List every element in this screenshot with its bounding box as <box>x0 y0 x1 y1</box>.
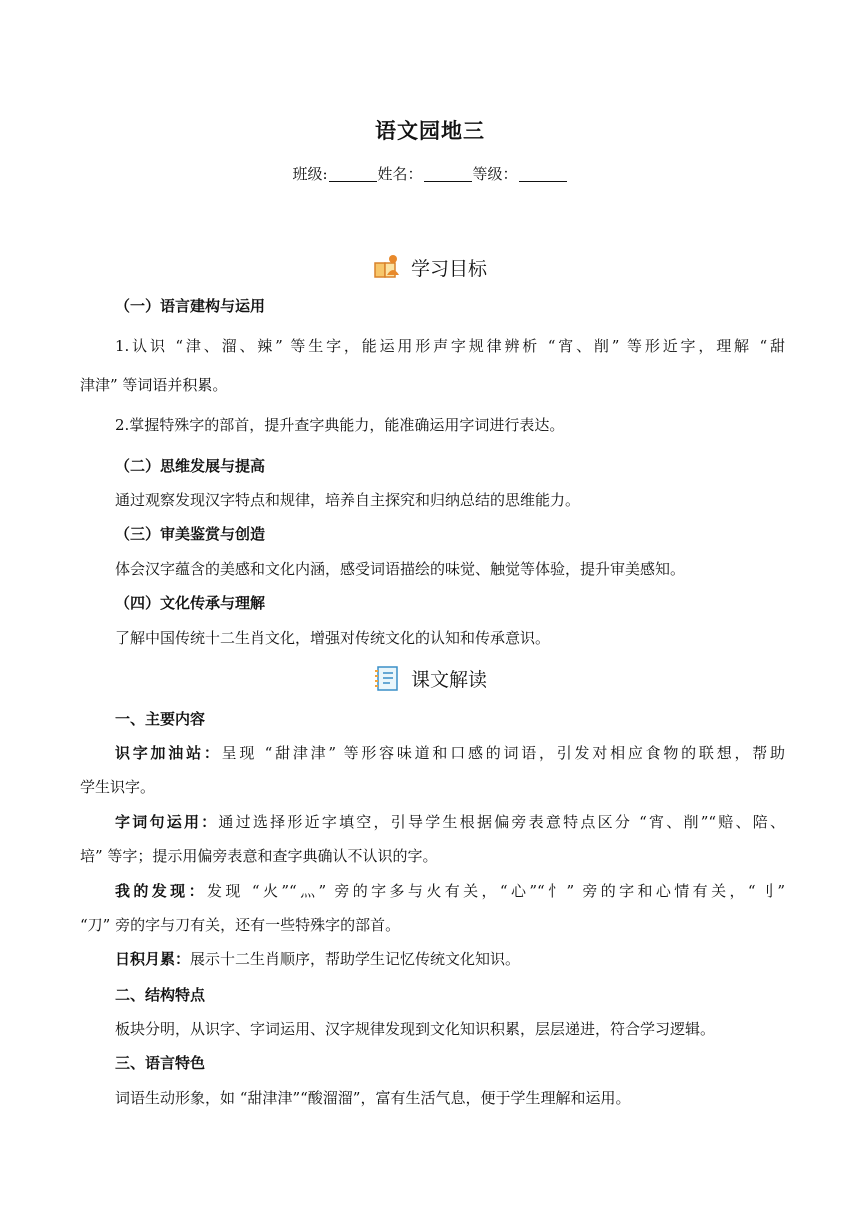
student-info-line <box>0 163 860 184</box>
reading-p4-keyword: 日积月累： <box>115 950 191 968</box>
reading-p1-text-a: 呈现 “甜津津” 等形容味道和口感的词语，引发对相应食物的联想，帮助 <box>221 744 785 762</box>
objectives-heading <box>0 253 860 281</box>
class-blank <box>329 166 377 182</box>
reading-person-icon <box>373 253 401 281</box>
objective-4-title: （四）文化传承与理解 <box>115 594 266 612</box>
reading-heading-text: 课文解读 <box>410 669 487 691</box>
objective-1-item-1-line-2: 津津” 等词语并积累。 <box>80 376 228 394</box>
objective-3-text: 体会汉字蕴含的美感和文化内涵，感受词语描绘的味觉、触觉等体验，提升审美感知。 <box>115 560 686 578</box>
reading-p4-text: 展示十二生肖顺序，帮助学生记忆传统文化知识。 <box>190 950 521 968</box>
reading-p6: 词语生动形象，如 “甜津津”“酸溜溜”，富有生活气息，便于学生理解和运用。 <box>115 1089 631 1107</box>
objective-1-item-2: 2.掌握特殊字的部首，提升查字典能力，能准确运用字词进行表达。 <box>115 416 565 434</box>
reading-p1-line-1 <box>115 743 785 764</box>
reading-p5: 板块分明，从识字、字词运用、汉字规律发现到文化知识积累，层层递进，符合学习逻辑。 <box>115 1020 716 1038</box>
reading-p1-keyword: 识字加油站： <box>115 744 222 762</box>
name-blank <box>424 166 472 182</box>
notebook-icon <box>373 664 401 692</box>
objective-3-title: （三）审美鉴赏与创造 <box>115 525 266 543</box>
reading-p3-keyword: 我的发现： <box>115 882 207 900</box>
reading-heading <box>0 664 860 692</box>
reading-p2-line-1 <box>115 812 785 833</box>
reading-h3: 三、语言特色 <box>115 1054 206 1072</box>
objective-2-title: （二）思维发展与提高 <box>115 457 266 475</box>
objective-4-text: 了解中国传统十二生肖文化，增强对传统文化的认知和传承意识。 <box>115 629 551 647</box>
objective-1-title: （一）语言建构与运用 <box>115 297 266 315</box>
grade-label: 等级： <box>472 165 518 183</box>
name-label: 姓名： <box>377 165 423 183</box>
objectives-heading-text: 学习目标 <box>410 258 487 280</box>
page-title: 语文园地三 <box>375 119 485 143</box>
reading-p3-text-a: 发现 “火”“灬” 旁的字多与火有关，“心”“忄” 旁的字和心情有关，“刂” <box>206 882 785 900</box>
reading-h1: 一、主要内容 <box>115 710 206 728</box>
reading-h2: 二、结构特点 <box>115 986 206 1004</box>
reading-p4 <box>115 949 820 970</box>
objective-2-text: 通过观察发现汉字特点和规律，培养自主探究和归纳总结的思维能力。 <box>115 491 581 509</box>
objective-1-item-1-line-1: 1.认识 “津、溜、辣” 等生字，能运用形声字规律辨析 “宵、削” 等形近字，理解 “甜 <box>115 337 785 355</box>
reading-p2-keyword: 字词句运用： <box>115 813 219 831</box>
reading-p2-text-a: 通过选择形近字填空，引导学生根据偏旁表意特点区分 “宵、削”“赔、陪、 <box>218 813 785 831</box>
grade-blank <box>519 166 567 182</box>
reading-p3-line-2: “刀” 旁的字与刀有关，还有一些特殊字的部首。 <box>80 916 401 934</box>
class-label: 班级: <box>292 165 328 183</box>
reading-p1-line-2: 学生识字。 <box>80 778 156 796</box>
reading-p3-line-1 <box>115 881 785 902</box>
reading-p2-line-2: 培” 等字；提示用偏旁表意和查字典确认不认识的字。 <box>80 847 438 865</box>
